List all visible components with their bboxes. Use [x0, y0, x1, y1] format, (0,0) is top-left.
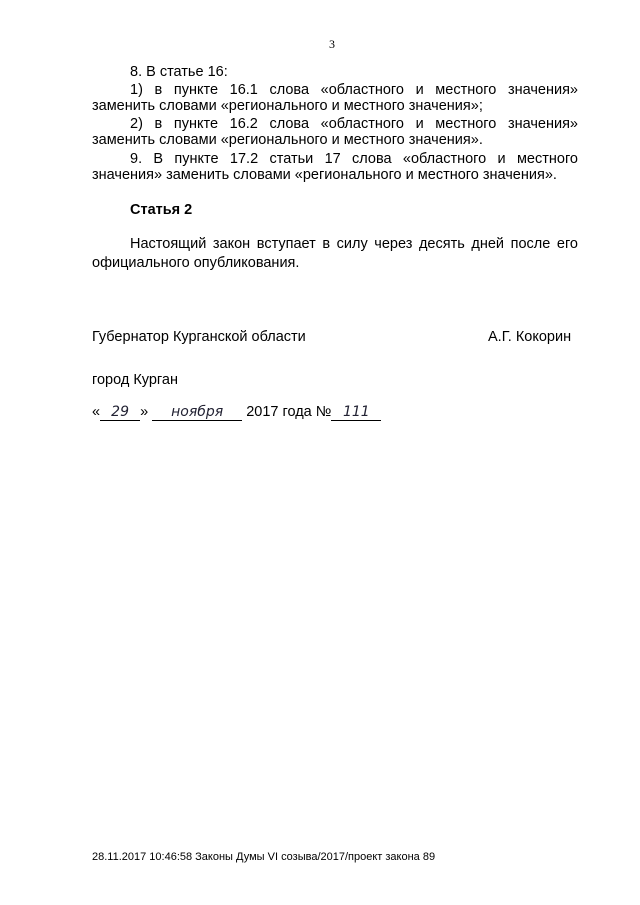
- month: ноября: [152, 404, 242, 421]
- paragraph: 1) в пункте 16.1 слова «областного и местного значения»: [130, 82, 578, 98]
- paragraph: 9. В пункте 17.2 статьи 17 слова «областного и местного: [130, 151, 578, 167]
- day: 29: [100, 404, 140, 421]
- page-number: 3: [329, 37, 335, 51]
- date-line: [92, 404, 578, 421]
- open-quote: «: [92, 404, 101, 420]
- article-heading: Статья 2: [130, 202, 193, 218]
- law-number: 111: [331, 404, 381, 421]
- signature-name: А.Г. Кокорин: [488, 329, 572, 345]
- paragraph: заменить словами «регионального и местного значения».: [92, 132, 483, 148]
- paragraph: заменить словами «регионального и местного значения»;: [92, 98, 483, 114]
- paragraph: 2) в пункте 16.2 слова «областного и местного значения»: [130, 116, 578, 132]
- year-text: 2017 года №: [246, 404, 332, 420]
- paragraph: официального опубликования.: [92, 255, 300, 271]
- city: город Курган: [92, 372, 178, 388]
- paragraph: значения» заменить словами «регионального и местного значения».: [92, 167, 557, 183]
- footer: 28.11.2017 10:46:58 Законы Думы VI созыва/2017/проект закона 89: [92, 851, 436, 863]
- paragraph: Настоящий закон вступает в силу через десять дней после его: [130, 236, 578, 252]
- paragraph: 8. В статье 16:: [130, 64, 228, 80]
- signature-title: Губернатор Курганской области: [92, 329, 306, 345]
- close-quote: »: [140, 404, 149, 420]
